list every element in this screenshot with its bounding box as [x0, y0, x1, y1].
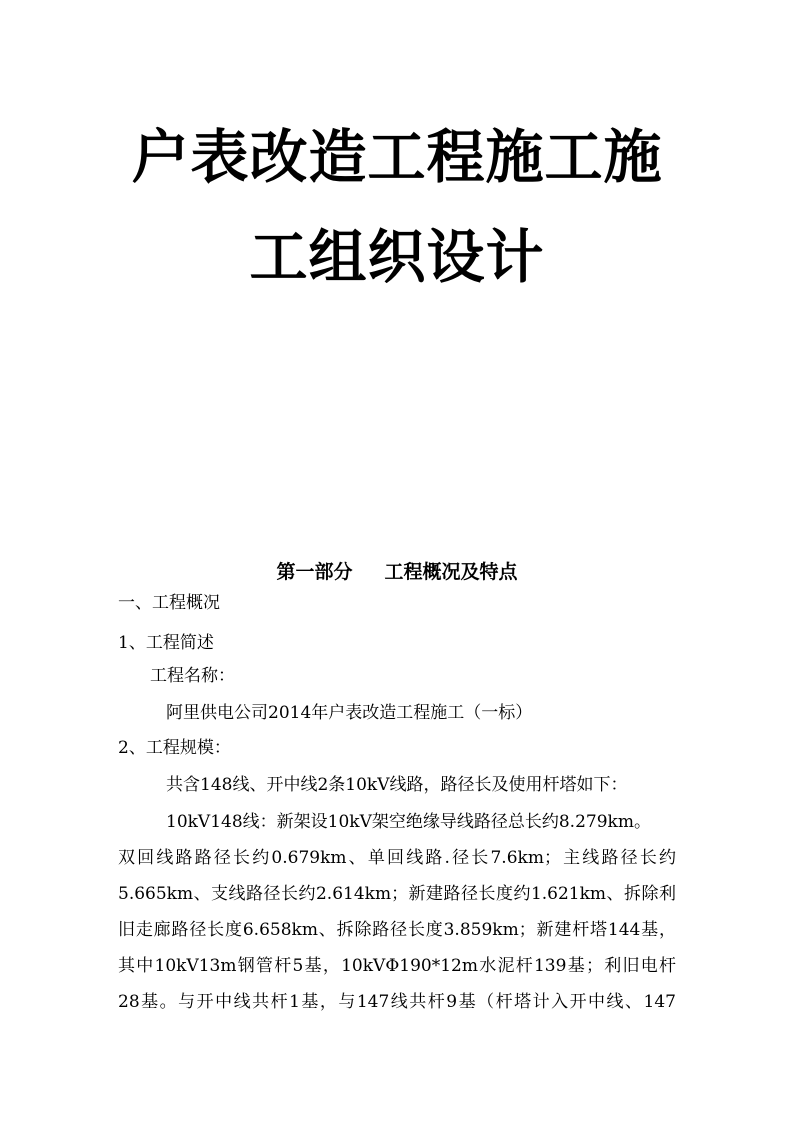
- document-title-line-1: 户表改造工程施工施: [131, 123, 663, 191]
- part-title: 工程概况及特点: [384, 561, 518, 583]
- scale-line: 5.665km、支线路径长约2.614km；新建路径长度约1.621km、拆除利: [118, 884, 676, 904]
- heading-brief: 1、工程简述: [118, 633, 214, 653]
- scale-line: 28基。与开中线共杆1基，与147线共杆9基（杆塔计入开中线、147: [118, 992, 676, 1012]
- scale-line: 10kV148线：新架设10kV架空绝缘导线路径总长约8.279km。: [166, 812, 651, 832]
- scale-line: 其中10kV13m钢管杆5基，10kVΦ190*12m水泥杆139基；利旧电杆: [118, 956, 676, 976]
- project-name-label: 工程名称：: [150, 666, 235, 686]
- heading-overview: 一、工程概况: [118, 593, 220, 613]
- project-name-value: 阿里供电公司2014年户表改造工程施工（一标）: [166, 703, 533, 723]
- scale-line: 双回线路路径长约0.679km、单回线路.径长7.6km；主线路径长约: [118, 848, 676, 868]
- part-heading: [0, 557, 794, 584]
- document-title-line-2: 工组织设计: [249, 223, 545, 291]
- scale-line: 共含148线、开中线2条10kV线路，路径长及使用杆塔如下：: [166, 775, 628, 795]
- heading-scale: 2、工程规模：: [118, 738, 231, 758]
- part-number: 第一部分: [276, 561, 353, 583]
- scale-line: 旧走廊路径长度6.658km、拆除路径长度3.859km；新建杆塔144基，: [118, 920, 676, 940]
